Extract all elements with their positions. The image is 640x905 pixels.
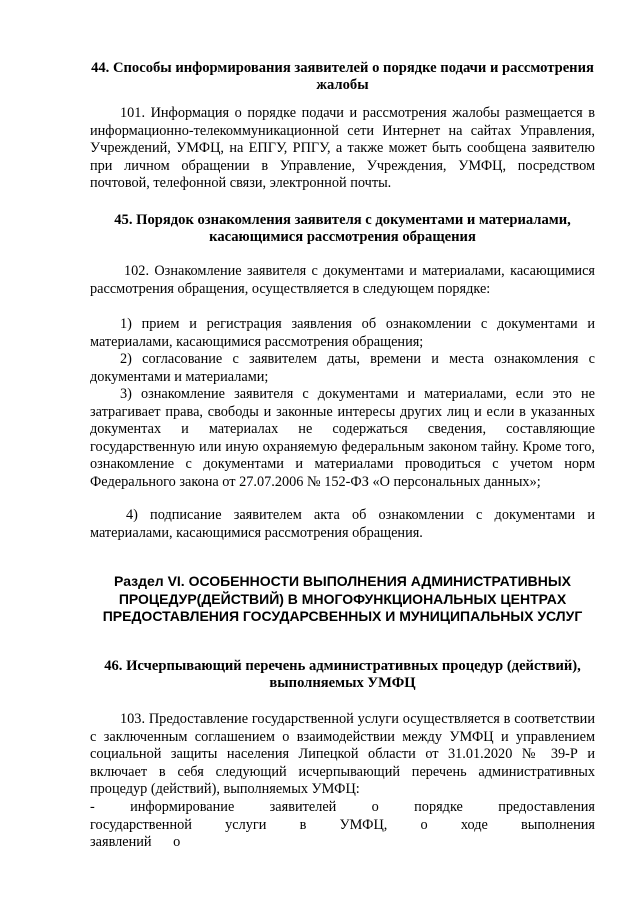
heading-45: 45. Порядок ознакомления заявителя с документами и материалами, касающимися рассмотрения обращения (114, 212, 571, 245)
paragraph-103-item-1: - информирование заявителей о порядке предоставления государственной услуги в УМФЦ, о ходе выполнения заявлений о (90, 799, 595, 851)
section-6-title: Раздел VI. ОСОБЕННОСТИ ВЫПОЛНЕНИЯ АДМИНИСТРАТИВНЫХ ПРОЦЕДУР(ДЕЙСТВИЙ) В МНОГОФУНКЦИОНАЛЬНЫХ ЦЕНТРАХ ПРЕДОСТАВЛЕНИЯ ГОСУДАРСВЕННЫХ И МУНИЦИПАЛЬНЫХ УСЛУГ (102, 573, 583, 624)
heading-44: 44. Способы информирования заявителей о порядке подачи и рассмотрения жалобы (91, 60, 594, 93)
paragraph-101: 101. Информация о порядке подачи и рассмотрения жалобы размещается в информационно-телекоммуникационной сети Интернет на сайтах Управления, Учреждений, УМФЦ, на ЕПГУ, РПГУ, а также может быть сообщена заявителю при личном обращении в Управление, Учреждения, УМФЦ, посредством почтовой, телефонной связи, электронной почты. (90, 105, 595, 192)
list-item-102-4: 4) подписание заявителем акта об ознакомлении с документами и материалами, касающимися рассмотрения обращения. (90, 507, 595, 541)
paragraph-102: 102. Ознакомление заявителя с документами и материалами, касающимися рассмотрения обращения, осуществляется в следующем порядке: (90, 263, 595, 297)
list-item-102-1: 1) прием и регистрация заявления об ознакомлении с документами и материалами, касающимися рассмотрения обращения; (90, 316, 595, 350)
paragraph-103: 103. Предоставление государственной услуги осуществляется в соответствии с заключенным соглашением о взаимодействии между УМФЦ и управлением социальной защиты населения Липецкой области от 31.01.2020 № 39-Р и включает в себя следующий исчерпывающий перечень административных процедур (действий), выполняемых УМФЦ: (90, 711, 595, 798)
heading-46: 46. Исчерпывающий перечень административных процедур (действий), выполняемых УМФЦ (104, 658, 581, 691)
list-item-102-2: 2) согласование с заявителем даты, времени и места ознакомления с документами и материалами; (90, 351, 595, 385)
list-item-102-3: 3) ознакомление заявителя с документами и материалами, если это не затрагивает права, свободы и законные интересы других лиц и если в указанных документах и материалах не содержаться сведения, составляющие государственную или иную охраняемую федеральным законом тайну. Кроме того, ознакомление с документами и материалами проводиться с учетом норм Федерального закона от 27.07.2006 № 152-ФЗ «О персональных данных»; (90, 386, 595, 490)
